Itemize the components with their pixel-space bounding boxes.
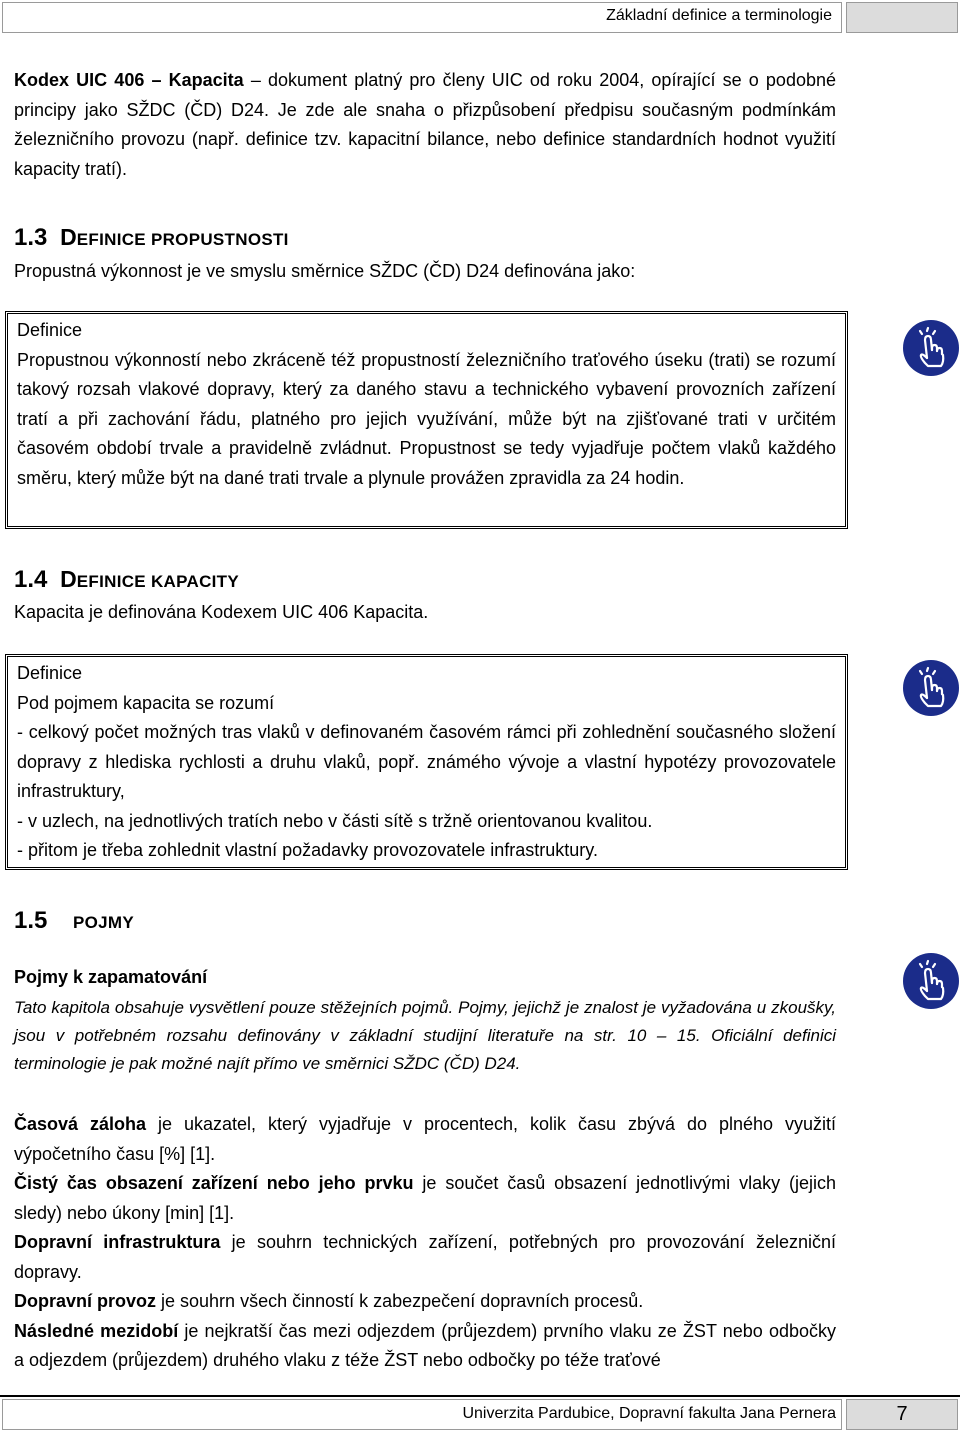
definition-line: - v uzlech, na jednotlivých tratích nebo v části sítě s tržně orientovanou kvalitou.	[17, 810, 653, 831]
intro-text: – dokument platný pro členy UIC od roku 2004, opírající se o podobné principy jako SŽDC (ČD) D24. Je zde ale snaha o přizpůsobení předpisu současným podmínkám železničního provozu (např. definice tzv. kapacitní bilance, nebo definice standardních hodnot využití kapacity tratí).	[14, 70, 836, 179]
terms-list	[14, 1110, 836, 1376]
term-definition: je ukazatel, který vyjadřuje v procentech, kolik času zbývá do plného využití výpočetního času [%] [1].	[14, 1114, 836, 1164]
term-item	[14, 1110, 836, 1169]
subsection-title: Pojmy k zapamatování	[14, 967, 208, 987]
section-number: 1.4	[14, 566, 48, 593]
pointing-hand-icon	[903, 660, 959, 716]
definition-line: - přitom je třeba zohlednit vlastní požadavky provozovatele infrastruktury.	[17, 840, 598, 860]
page-number: 7	[846, 1399, 958, 1430]
term-name: Dopravní infrastruktura	[14, 1232, 221, 1252]
term-definition: je součet časů obsazení jednotlivými vlaky (jejich sledy) nebo úkony [min] [1].	[14, 1173, 836, 1223]
term-name: Následné mezidobí	[14, 1320, 179, 1341]
term-definition: je nejkratší čas mezi odjezdem (průjezdem) prvního vlaku ze ŽST nebo odbočky a odjezdem (průjezdem) druhého vlaku z téže ŽST nebo odbočky po téže traťové	[14, 1320, 837, 1370]
definition-line: - celkový počet možných tras vlaků v definovaném časovém rámci při zohlednění současného složení dopravy z hlediska rychlosti a druhu vlaků, popř. známého vývoje a vlastní hypotézy provozovatele infrastruktury,	[17, 722, 836, 801]
term-definition: je souhrn všech činností k zabezpečení dopravních procesů.	[156, 1291, 644, 1311]
term-item	[14, 1287, 836, 1317]
running-header-title: Základní definice a terminologie	[606, 7, 832, 24]
term-item	[14, 1169, 836, 1228]
definition-box-title: Definice	[17, 663, 83, 683]
section-title-rest: EFINICE KAPACITY	[76, 572, 239, 591]
definition-box-text: Propustnou výkonností nebo zkráceně též propustností železničního traťového úseku (trati) se rozumí takový rozsah vlakové dopravy, který za daného stavu a technického vybavení provozních zařízení tratí a při zachování řádu, platného pro jejich využívání, může být na zjišťované trati v určitém časovém období trvale a pravidelně zvládnut. Propustnost se tedy vyjadřuje počtem vlaků každého směru, který může být na dané trati trvale a plynule provážen zpravidla za 24 hodin.	[17, 349, 836, 488]
section-1-5-heading	[14, 905, 134, 938]
footer-rule	[0, 1395, 960, 1397]
pointing-hand-icon	[903, 320, 959, 376]
definition-box-kapacita	[5, 654, 848, 870]
section-title: POJMY	[72, 913, 134, 932]
term-item	[14, 1317, 836, 1376]
section-1-4-lead: Kapacita je definována Kodexem UIC 406 Kapacita.	[14, 602, 429, 622]
intro-bold: Kodex UIC 406 – Kapacita	[14, 70, 244, 90]
section-1-3-lead: Propustná výkonnost je ve smyslu směrnice SŽDC (ČD) D24 definována jako:	[14, 261, 636, 281]
term-name: Časová záloha	[14, 1114, 147, 1134]
definition-line: Pod pojmem kapacita se rozumí	[17, 692, 275, 713]
term-name: Dopravní provoz	[14, 1291, 157, 1311]
italic-note: Tato kapitola obsahuje vysvětlení pouze stěžejních pojmů. Pojmy, jejichž je znalost je vyžadována u zkoušky, jsou v potřebném rozsahu definovány v základní studijní literatuře na str. 10 – 15. Oficiální definici terminologie je pak možné najít přímo ve směrnici SŽDC (ČD) D24.	[14, 998, 836, 1073]
definition-box-propustnost	[5, 311, 848, 529]
section-1-3-heading	[14, 222, 289, 255]
intro-paragraph	[14, 66, 836, 184]
term-name: Čistý čas obsazení zařízení nebo jeho prvku	[14, 1173, 414, 1193]
section-number: 1.3	[14, 224, 48, 251]
section-title-initial: D	[60, 224, 77, 250]
header-shade-block	[846, 2, 958, 33]
section-title-initial: D	[60, 566, 77, 592]
section-1-4-heading	[14, 564, 239, 597]
section-title-rest: EFINICE PROPUSTNOSTI	[76, 230, 289, 249]
definition-box-title: Definice	[17, 320, 83, 340]
term-item	[14, 1228, 836, 1287]
term-definition: je souhrn technických zařízení, potřebných pro provozování železniční dopravy.	[14, 1232, 836, 1282]
pointing-hand-icon	[903, 953, 959, 1009]
footer-institution: Univerzita Pardubice, Dopravní fakulta Jana Pernera	[462, 1405, 836, 1422]
section-number: 1.5	[14, 907, 48, 934]
